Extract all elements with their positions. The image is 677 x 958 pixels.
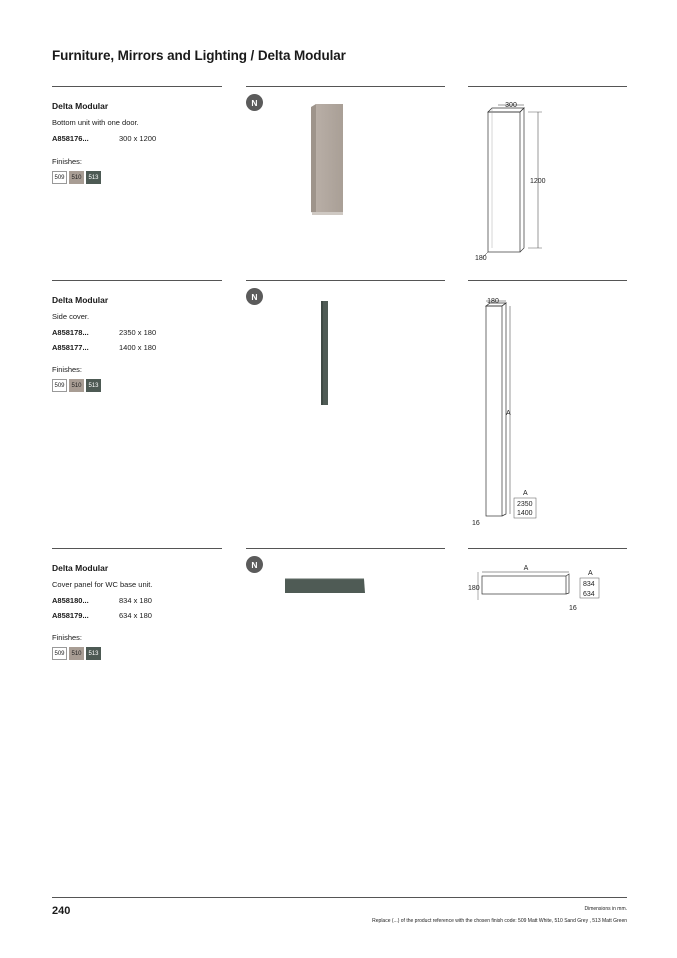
dimension-depth: 16: [569, 605, 577, 612]
new-product-badge: N: [246, 94, 263, 111]
new-product-badge: N: [246, 288, 263, 305]
reference-code: A858177...: [52, 343, 89, 352]
finish-swatch-509: 509: [52, 379, 67, 392]
technical-drawing-cover-panel: [466, 560, 606, 615]
dimension-depth: 16: [472, 520, 480, 527]
dimensions-note: Dimensions in mm.: [584, 906, 627, 912]
section-rule: [468, 548, 627, 549]
dimension-height: 1200: [530, 178, 546, 185]
finishes-label: Finishes:: [52, 157, 83, 166]
reference-dimensions: 634 x 180: [119, 611, 152, 620]
reference-code: A858180...: [52, 596, 89, 605]
finish-swatch-510: 510: [69, 171, 84, 184]
dimension-height: 180: [468, 585, 480, 592]
section-rule: [52, 548, 222, 549]
finishes-label: Finishes:: [52, 633, 83, 642]
finish-swatch-509: 509: [52, 171, 67, 184]
reference-row: [52, 611, 152, 620]
finish-swatch-513: 513: [86, 171, 101, 184]
legend-value: 634: [583, 591, 595, 598]
section-rule: [52, 86, 222, 87]
page-number: 240: [52, 905, 71, 917]
reference-dimensions: 2350 x 180: [119, 328, 157, 337]
product-photo-cover-panel: [246, 570, 445, 600]
reference-row: [52, 596, 152, 605]
finish-swatch-510: 510: [69, 647, 84, 660]
product-name: Delta Modular: [52, 563, 109, 573]
section-rule: [246, 548, 445, 549]
finish-swatches: [52, 379, 101, 392]
section-rule: [468, 86, 627, 87]
new-product-badge: N: [246, 556, 263, 573]
finish-swatch-510: 510: [69, 379, 84, 392]
product-description: Side cover.: [52, 312, 90, 321]
product-photo-tall-unit: [246, 92, 445, 222]
reference-code: A858178...: [52, 328, 89, 337]
legend-value: 834: [583, 581, 595, 588]
legend-value: 2350: [517, 501, 533, 508]
reference-code: A858179...: [52, 611, 89, 620]
section-rule: [246, 280, 445, 281]
finish-swatches: [52, 171, 101, 184]
reference-row: [52, 328, 156, 337]
product-photo-side-cover: [246, 290, 445, 410]
page-title: Furniture, Mirrors and Lighting / Delta Modular: [52, 48, 346, 63]
finish-code-note: Replace (...) of the product reference with the chosen finish code: 509 Matt White, 510 Sand Grey , 513 Matt Green: [372, 918, 627, 924]
reference-dimensions: 834 x 180: [119, 596, 152, 605]
reference-row: [52, 134, 156, 143]
legend-value: 1400: [517, 510, 533, 517]
product-name: Delta Modular: [52, 101, 109, 111]
legend-title: A: [523, 490, 528, 497]
product-name: Delta Modular: [52, 295, 109, 305]
product-description: Bottom unit with one door.: [52, 118, 139, 127]
reference-code: A858176...: [52, 134, 89, 143]
finish-swatch-513: 513: [86, 379, 101, 392]
finishes-label: Finishes:: [52, 365, 83, 374]
legend-title: A: [588, 570, 593, 577]
section-rule: [52, 280, 222, 281]
product-description: Cover panel for WC base unit.: [52, 580, 153, 589]
footer-rule: [52, 897, 627, 898]
section-rule: [468, 280, 627, 281]
dimension-height-label: A: [506, 410, 511, 417]
technical-drawing-side-cover: [468, 292, 578, 532]
dimension-width: 300: [505, 102, 517, 109]
dimension-width-label: A: [523, 565, 529, 572]
finish-swatches: [52, 647, 101, 660]
finish-swatch-513: 513: [86, 647, 101, 660]
reference-dimensions: 300 x 1200: [119, 134, 157, 143]
reference-row: [52, 343, 156, 352]
dimension-width: 180: [487, 298, 499, 305]
finish-swatch-509: 509: [52, 647, 67, 660]
reference-dimensions: 1400 x 180: [119, 343, 157, 352]
section-rule: [246, 86, 445, 87]
technical-drawing-tall-unit: [468, 98, 578, 263]
dimension-depth: 180: [475, 255, 487, 262]
